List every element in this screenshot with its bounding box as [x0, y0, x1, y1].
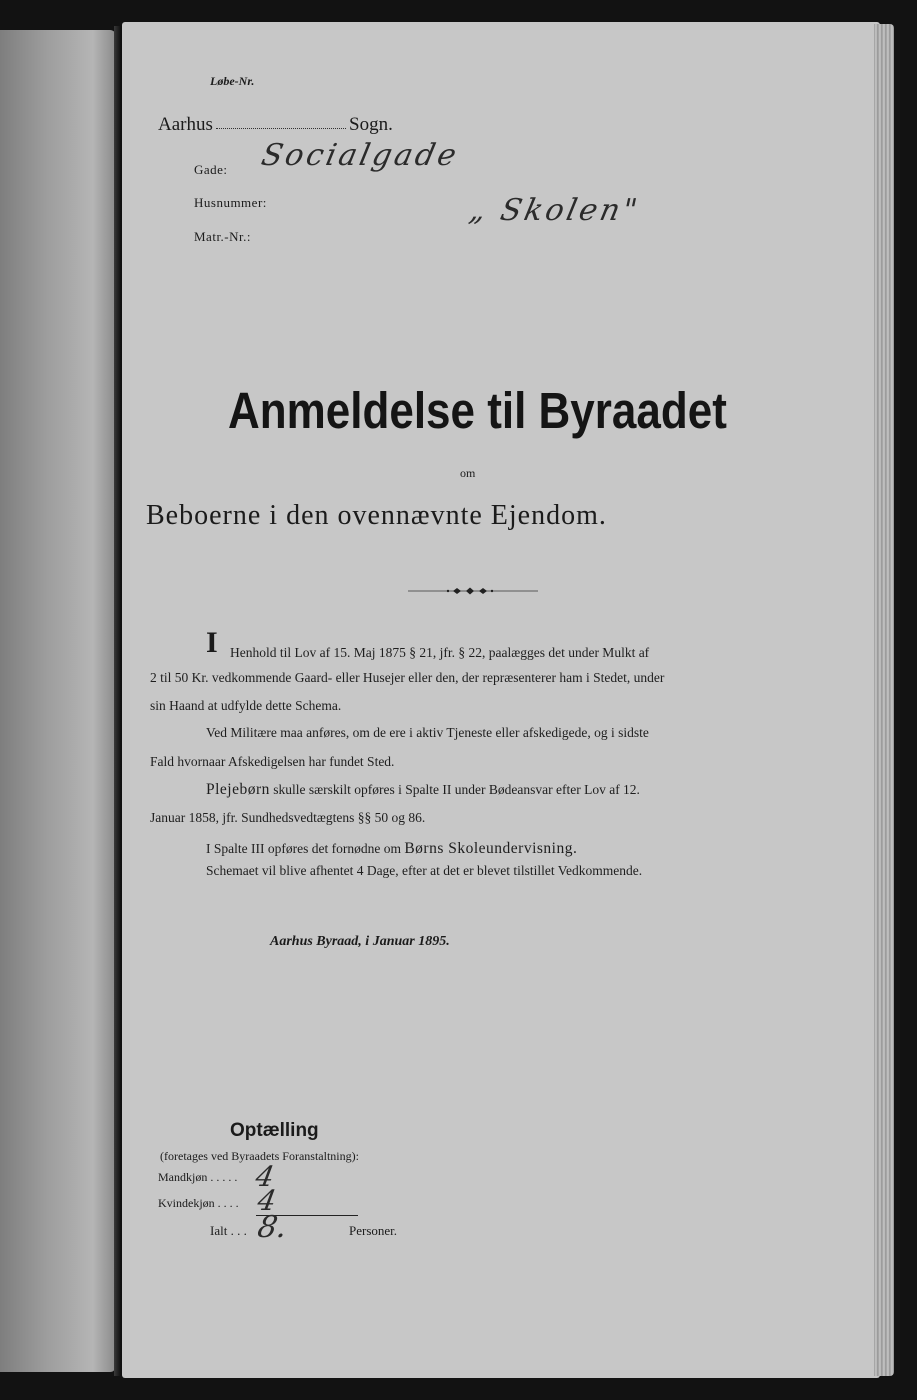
ornament-divider-icon	[408, 585, 538, 597]
matr-nr-label: Matr.-Nr.:	[194, 229, 251, 244]
body-line-8	[206, 840, 577, 858]
sogn-dotted-line	[216, 128, 346, 129]
body-line-2: 2 til 50 Kr. vedkommende Gaard- eller Husejer eller den, der repræsenterer ham i Stedet, under	[150, 670, 665, 685]
count-title: Optælling	[230, 1120, 319, 1141]
body-line-9: Schemaet vil blive afhentet 4 Dage, efter at det er blevet tilstillet Vedkommende.	[206, 863, 643, 878]
kvindekjon-label: Kvindekjøn . . . .	[158, 1196, 239, 1210]
body-line-4: Ved Militære maa anføres, om de ere i aktiv Tjeneste eller afskedigede, og i sidste	[206, 725, 649, 740]
mandkjon-label: Mandkjøn . . . . .	[158, 1170, 238, 1184]
sogn-label: Sogn.	[349, 114, 393, 135]
document-subtitle: Beboerne i den ovennævnte Ejendom.	[146, 500, 607, 531]
document-title: Anmeldelse til Byraadet	[228, 383, 727, 440]
plejeborn-emphasis: Plejebørn	[206, 781, 270, 798]
kvindekjon-value: 4	[255, 1184, 279, 1217]
matr-handwritten-value: „ Skolen"	[466, 193, 644, 228]
body-line-5: Fald hvornaar Afskedigelsen har fundet Sted.	[150, 754, 395, 769]
body-line-7: Januar 1858, jfr. Sundhedsvedtægtens §§ 50 og 86.	[150, 810, 426, 825]
title-connector: om	[460, 466, 476, 480]
husnummer-label: Husnummer:	[194, 195, 267, 210]
city-label: Aarhus	[158, 114, 213, 135]
count-subtitle: (foretages ved Byraadets Foranstaltning):	[160, 1149, 359, 1163]
drop-cap: I	[206, 626, 218, 659]
ialt-label: Ialt . . .	[210, 1223, 247, 1238]
left-page	[0, 30, 116, 1372]
body-line-1: Henhold til Lov af 15. Maj 1875 § 21, jfr. § 22, paalægges det under Mulkt af	[230, 645, 650, 660]
page-edges	[874, 24, 894, 1376]
body-line-6-rest: skulle særskilt opføres i Spalte II under Bødeansvar efter Lov af 12.	[269, 782, 640, 797]
body-line-8-pre: I Spalte III opføres det fornødne om	[206, 841, 405, 856]
mandkjon-value: 4	[253, 1160, 277, 1193]
skoleundervisning-emphasis: Børns Skoleundervisning.	[404, 840, 578, 857]
body-line-3: sin Haand at udfylde dette Schema.	[150, 698, 342, 713]
body-line-6	[206, 781, 640, 799]
personer-label: Personer.	[349, 1223, 398, 1238]
gade-handwritten-value: Socialgade	[258, 138, 463, 173]
gade-label: Gade:	[194, 162, 228, 177]
loebe-nr-label: Løbe-Nr.	[210, 74, 255, 88]
signature-line: Aarhus Byraad, i Januar 1895.	[270, 934, 450, 949]
ialt-value: 8.	[254, 1210, 290, 1245]
